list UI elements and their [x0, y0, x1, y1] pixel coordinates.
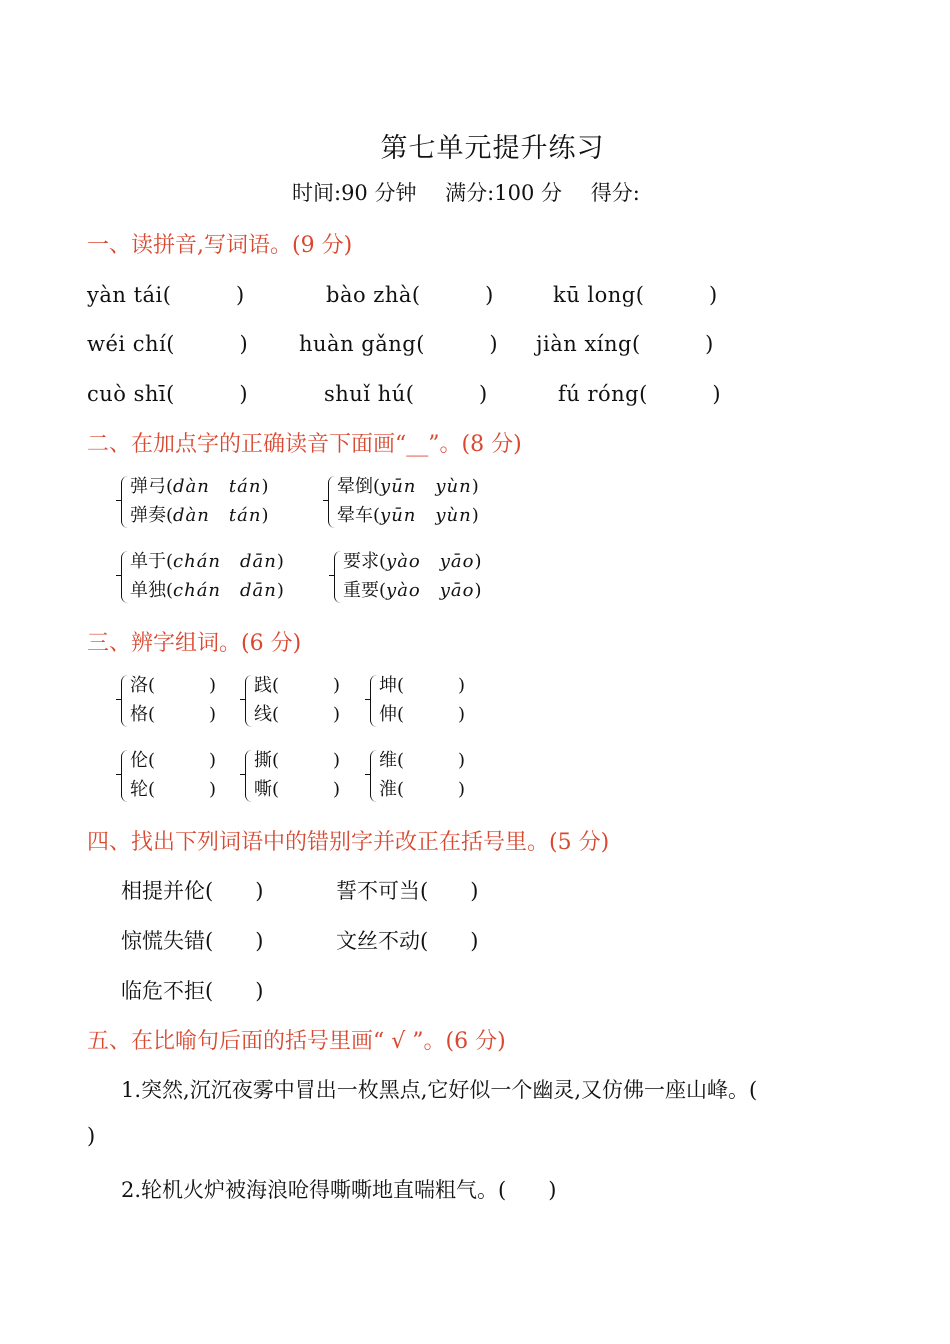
- pronunciation-row[interactable]: 单于(chán dān): [130, 551, 284, 572]
- section-2-heading: 二、在加点字的正确读音下面画“__”。(8 分): [87, 432, 522, 457]
- full-score: 满分:100 分: [445, 181, 563, 205]
- brace-icon: [370, 675, 377, 727]
- char-word-blank[interactable]: 伦( ): [130, 750, 217, 771]
- metaphor-question-2[interactable]: 2.轮机火炉被海浪呛得嘶嘶地直喘粗气。( ): [121, 1178, 557, 1202]
- char-word-blank[interactable]: 伸( ): [379, 704, 466, 725]
- char-word-blank[interactable]: 格( ): [130, 704, 217, 725]
- score-field: 得分:: [590, 181, 640, 205]
- pinyin-item[interactable]: jiàn xíng( ): [536, 332, 714, 356]
- char-word-blank[interactable]: 淮( ): [379, 779, 466, 800]
- brace-icon: [121, 675, 128, 727]
- char-word-blank[interactable]: 撕( ): [254, 750, 341, 771]
- pinyin-item[interactable]: shuǐ hú( ): [324, 382, 488, 406]
- metaphor-question-1-close: ): [87, 1124, 96, 1148]
- brace-icon: [370, 750, 377, 802]
- section-4-heading: 四、找出下列词语中的错别字并改正在括号里。(5 分): [87, 830, 610, 855]
- page-title: 第七单元提升练习: [380, 133, 605, 164]
- char-word-blank[interactable]: 维( ): [379, 750, 466, 771]
- char-word-blank[interactable]: 坤( ): [379, 675, 466, 696]
- pronunciation-group: [328, 472, 479, 530]
- char-word-blank[interactable]: 嘶( ): [254, 779, 341, 800]
- pronunciation-row[interactable]: 弹弓(dàn tán): [130, 476, 269, 497]
- idiom-correction-item[interactable]: 文丝不动( ): [336, 929, 479, 953]
- pinyin-item[interactable]: yàn tái( ): [87, 283, 245, 307]
- pinyin-item[interactable]: kū long( ): [553, 283, 718, 307]
- pinyin-item[interactable]: fú róng( ): [558, 382, 722, 406]
- pronunciation-group: [121, 472, 268, 530]
- section-1-heading: 一、读拼音,写词语。(9 分): [87, 233, 353, 258]
- brace-icon: [121, 551, 128, 603]
- pronunciation-row[interactable]: 重要(yào yāo): [343, 580, 482, 601]
- brace-icon: [121, 750, 128, 802]
- time-limit: 时间:90 分钟: [292, 181, 417, 205]
- section-5-heading: 五、在比喻句后面的括号里画“ √ ”。(6 分): [87, 1029, 506, 1054]
- brace-icon: [245, 750, 252, 802]
- exam-meta: [292, 177, 662, 207]
- pronunciation-row[interactable]: 要求(yào yāo): [343, 551, 482, 572]
- brace-icon: [245, 675, 252, 727]
- char-pair-group: [121, 671, 216, 729]
- pinyin-item[interactable]: bào zhà( ): [326, 283, 494, 307]
- pronunciation-group: [121, 547, 284, 605]
- pinyin-item[interactable]: cuò shī( ): [87, 382, 249, 406]
- char-word-blank[interactable]: 洛( ): [130, 675, 217, 696]
- pronunciation-row[interactable]: 单独(chán dān): [130, 580, 284, 601]
- char-pair-group: [370, 746, 465, 804]
- char-pair-group: [245, 746, 340, 804]
- brace-icon: [121, 476, 128, 528]
- char-word-blank[interactable]: 线( ): [254, 704, 341, 725]
- brace-icon: [334, 551, 341, 603]
- metaphor-question-1[interactable]: 1.突然,沉沉夜雾中冒出一枚黑点,它好似一个幽灵,又仿佛一座山峰。(: [121, 1078, 758, 1102]
- idiom-correction-item[interactable]: 相提并伦( ): [121, 879, 264, 903]
- char-word-blank[interactable]: 践( ): [254, 675, 341, 696]
- char-pair-group: [245, 671, 340, 729]
- char-pair-group: [121, 746, 216, 804]
- pronunciation-row[interactable]: 晕倒(yūn yùn): [337, 476, 479, 497]
- pronunciation-row[interactable]: 弹奏(dàn tán): [130, 505, 269, 526]
- pinyin-item[interactable]: wéi chí( ): [87, 332, 249, 356]
- pinyin-item[interactable]: huàn gǎng( ): [299, 332, 499, 356]
- pronunciation-row[interactable]: 晕车(yūn yùn): [337, 505, 479, 526]
- pronunciation-group: [334, 547, 482, 605]
- idiom-correction-item[interactable]: 誓不可当( ): [336, 879, 479, 903]
- char-word-blank[interactable]: 轮( ): [130, 779, 217, 800]
- idiom-correction-item[interactable]: 惊慌失错( ): [121, 929, 264, 953]
- idiom-correction-item[interactable]: 临危不拒( ): [121, 979, 264, 1003]
- char-pair-group: [370, 671, 465, 729]
- brace-icon: [328, 476, 335, 528]
- section-3-heading: 三、辨字组词。(6 分): [87, 631, 302, 656]
